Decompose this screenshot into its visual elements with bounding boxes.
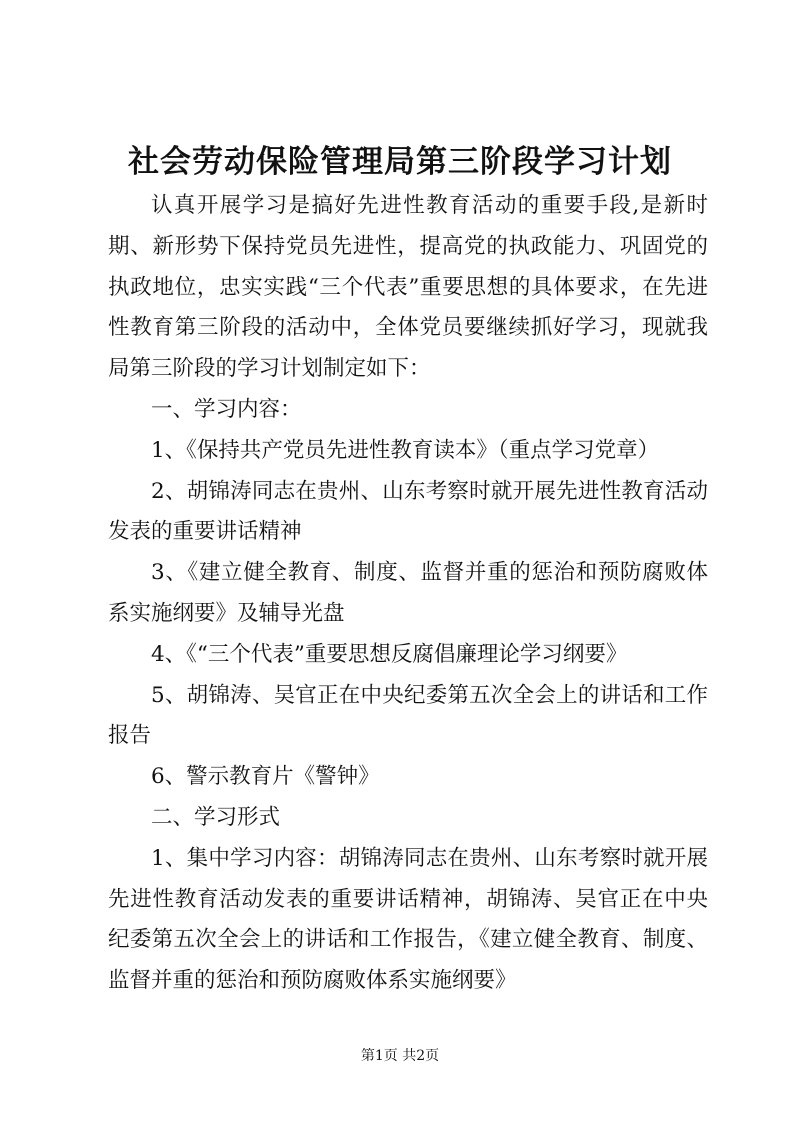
- list-item: 4、《“三个代表”重要思想反腐倡廉理论学习纲要》: [151, 641, 628, 667]
- list-item: 1、集中学习内容：胡锦涛同志在贵州、山东考察时就开展先进性教育活动发表的重要讲话精神，胡锦涛、吴官正在中央纪委第五次全会上的讲话和工作报告，《建立健全教育、制度、监督并重的惩治和预防腐败体系实施纲要》: [108, 845, 708, 994]
- document-body: [108, 186, 708, 1002]
- list-item: 5、胡锦涛、吴官正在中央纪委第五次全会上的讲话和工作报告: [108, 682, 708, 749]
- intro-paragraph: 认真开展学习是搞好先进性教育活动的重要手段,是新时期、新形势下保持党员先进性，提高党的执政能力、巩固党的执政地位，忠实实践“三个代表”重要思想的具体要求，在先进性教育第三阶段的活动中，全体党员要继续抓好学习，现就我局第三阶段的学习计划制定如下：: [108, 193, 708, 382]
- page-footer: 第1页 共2页: [360, 1048, 440, 1064]
- list-item: 6、警示教育片《警钟》: [151, 764, 380, 790]
- list-item: 1、《保持共产党员先进性教育读本》（重点学习党章）: [151, 437, 660, 463]
- section-heading-form: 二、学习形式: [151, 804, 281, 830]
- list-item: 3、《建立健全教育、制度、监督并重的惩治和预防腐败体系实施纲要》及辅导光盘: [108, 560, 708, 626]
- list-item: 2、胡锦涛同志在贵州、山东考察时就开展先进性教育活动发表的重要讲话精神: [108, 478, 708, 545]
- document-title: 社会劳动保险管理局第三阶段学习计划: [128, 144, 672, 180]
- section-heading-content: 一、学习内容：: [151, 396, 302, 422]
